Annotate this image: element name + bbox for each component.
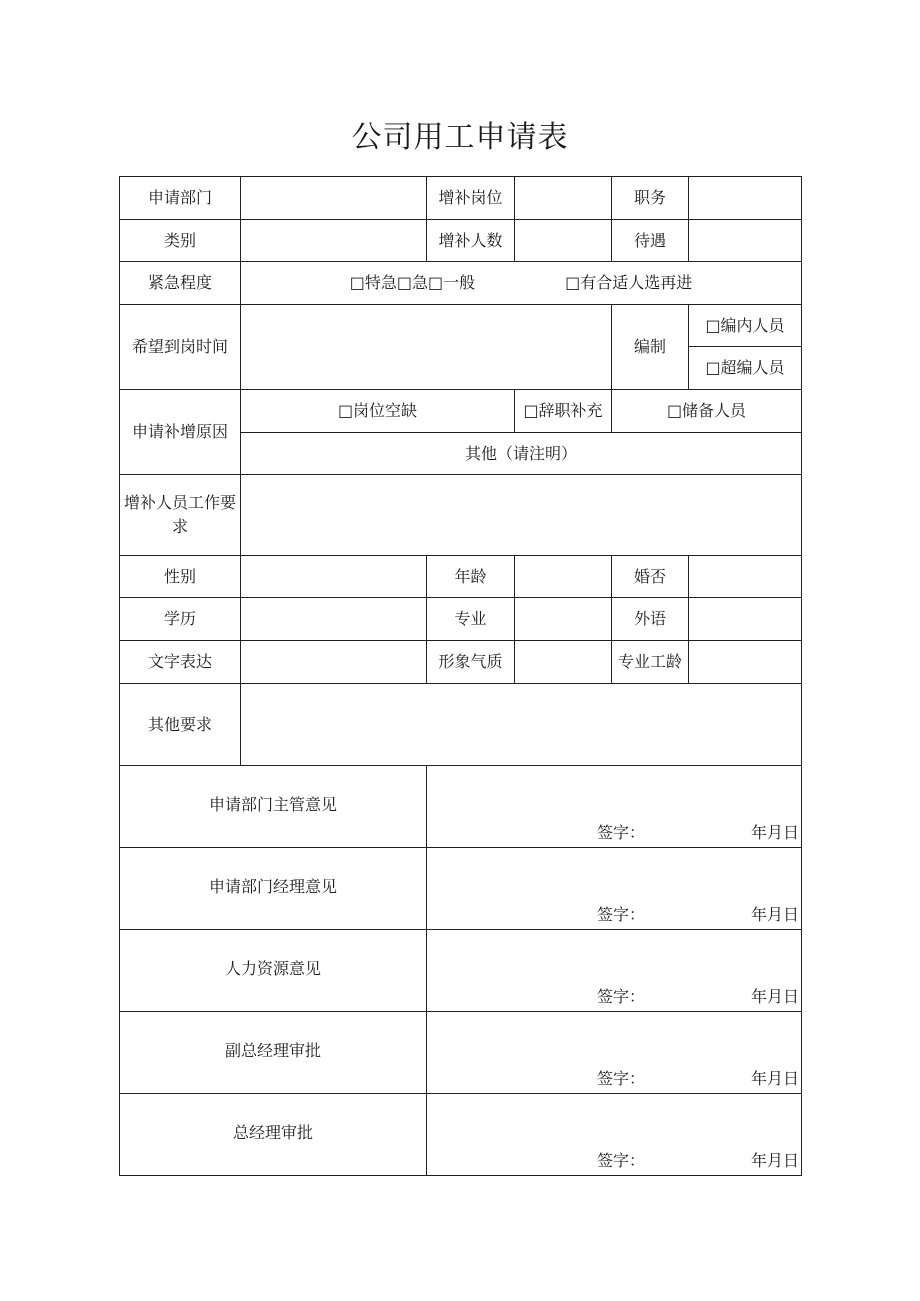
job-req-label: 增补人员工作要求 bbox=[120, 475, 241, 556]
treatment-label: 待遇 bbox=[612, 220, 689, 262]
form-row-reason bbox=[120, 390, 802, 433]
approval-row bbox=[120, 848, 802, 930]
writing-label: 文字表达 bbox=[120, 641, 241, 684]
date-label: 年月日 bbox=[750, 823, 799, 842]
image-field[interactable] bbox=[515, 641, 612, 684]
approval-opinion-field[interactable] bbox=[427, 766, 802, 848]
headcount-label: 增补人数 bbox=[427, 220, 515, 262]
form-row-category bbox=[120, 220, 802, 262]
urgency-when-suitable[interactable]: □有合适人选再进 bbox=[565, 273, 693, 292]
signature-label: 签字： bbox=[597, 1151, 646, 1170]
approval-label: 总经理审批 bbox=[120, 1094, 427, 1176]
date-label: 年月日 bbox=[750, 1151, 799, 1170]
major-field[interactable] bbox=[515, 598, 612, 641]
form-row-writing bbox=[120, 641, 802, 684]
category-label: 类别 bbox=[120, 220, 241, 262]
gender-field[interactable] bbox=[241, 556, 427, 598]
over-quota-checkbox[interactable]: □超编人员 bbox=[689, 347, 802, 390]
writing-field[interactable] bbox=[241, 641, 427, 684]
approval-row bbox=[120, 930, 802, 1012]
signature-label: 签字： bbox=[597, 1069, 646, 1088]
signature-label: 签字： bbox=[597, 987, 646, 1006]
approval-opinion-field[interactable] bbox=[427, 848, 802, 930]
experience-field[interactable] bbox=[689, 641, 802, 684]
form-row-other-req bbox=[120, 684, 802, 766]
page-title: 公司用工申请表 bbox=[351, 120, 569, 155]
language-label: 外语 bbox=[612, 598, 689, 641]
urgency-label: 紧急程度 bbox=[120, 262, 241, 305]
date-label: 年月日 bbox=[750, 987, 799, 1006]
staffing-label: 编制 bbox=[612, 305, 689, 390]
approval-row bbox=[120, 1094, 802, 1176]
urgency-options[interactable] bbox=[241, 262, 802, 305]
form-row-gender bbox=[120, 556, 802, 598]
age-field[interactable] bbox=[515, 556, 612, 598]
urgency-levels[interactable]: □特急□急□一般 bbox=[349, 273, 476, 292]
application-form bbox=[119, 176, 802, 1176]
form-row-job-req bbox=[120, 475, 802, 556]
signature-label: 签字： bbox=[597, 823, 646, 842]
marital-field[interactable] bbox=[689, 556, 802, 598]
age-label: 年龄 bbox=[427, 556, 515, 598]
duty-label: 职务 bbox=[612, 177, 689, 220]
signature-label: 签字： bbox=[597, 905, 646, 924]
headcount-field[interactable] bbox=[515, 220, 612, 262]
approval-label: 申请部门经理意见 bbox=[120, 848, 427, 930]
position-field[interactable] bbox=[515, 177, 612, 220]
reason-other-field[interactable]: 其他（请注明） bbox=[241, 433, 802, 475]
arrival-label: 希望到岗时间 bbox=[120, 305, 241, 390]
dept-field[interactable] bbox=[241, 177, 427, 220]
education-field[interactable] bbox=[241, 598, 427, 641]
reserve-checkbox[interactable]: □储备人员 bbox=[612, 390, 802, 433]
education-label: 学历 bbox=[120, 598, 241, 641]
form-row-arrival bbox=[120, 305, 802, 347]
gender-label: 性别 bbox=[120, 556, 241, 598]
language-field[interactable] bbox=[689, 598, 802, 641]
form-row-urgency bbox=[120, 262, 802, 305]
in-quota-checkbox[interactable]: □编内人员 bbox=[689, 305, 802, 347]
duty-field[interactable] bbox=[689, 177, 802, 220]
vacancy-checkbox[interactable]: □岗位空缺 bbox=[241, 390, 515, 433]
date-label: 年月日 bbox=[750, 1069, 799, 1088]
approval-label: 人力资源意见 bbox=[120, 930, 427, 1012]
dept-label: 申请部门 bbox=[120, 177, 241, 220]
marital-label: 婚否 bbox=[612, 556, 689, 598]
job-req-field[interactable] bbox=[241, 475, 802, 556]
major-label: 专业 bbox=[427, 598, 515, 641]
form-row-education bbox=[120, 598, 802, 641]
approval-opinion-field[interactable] bbox=[427, 1094, 802, 1176]
approval-opinion-field[interactable] bbox=[427, 930, 802, 1012]
form-row-dept bbox=[120, 177, 802, 220]
reason-label: 申请补增原因 bbox=[120, 390, 241, 475]
position-label: 增补岗位 bbox=[427, 177, 515, 220]
image-label: 形象气质 bbox=[427, 641, 515, 684]
approval-row bbox=[120, 766, 802, 848]
approval-label: 申请部门主管意见 bbox=[120, 766, 427, 848]
experience-label: 专业工龄 bbox=[612, 641, 689, 684]
treatment-field[interactable] bbox=[689, 220, 802, 262]
arrival-field[interactable] bbox=[241, 305, 612, 390]
resign-checkbox[interactable]: □辞职补充 bbox=[515, 390, 612, 433]
other-req-field[interactable] bbox=[241, 684, 802, 766]
approval-label: 副总经理审批 bbox=[120, 1012, 427, 1094]
category-field[interactable] bbox=[241, 220, 427, 262]
approval-row bbox=[120, 1012, 802, 1094]
date-label: 年月日 bbox=[750, 905, 799, 924]
approval-opinion-field[interactable] bbox=[427, 1012, 802, 1094]
other-req-label: 其他要求 bbox=[120, 684, 241, 766]
